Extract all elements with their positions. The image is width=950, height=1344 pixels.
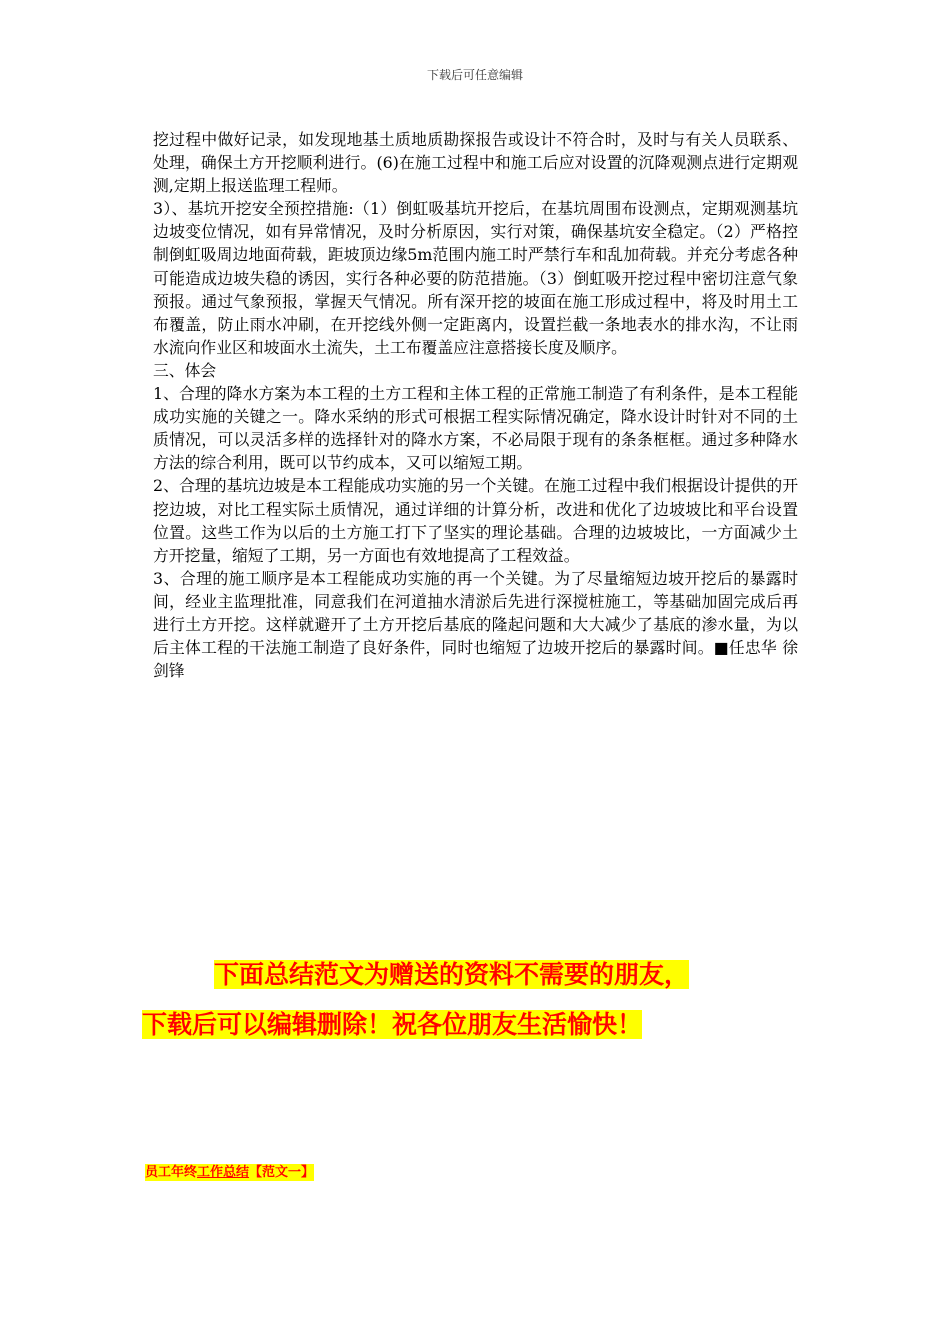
notice-line-2: 下载后可以编辑删除！祝各位朋友生活愉快！ [142, 1010, 643, 1039]
notice-line-1: 下面总结范文为赠送的资料不需要的朋友， [214, 960, 690, 989]
gift-notice [142, 950, 822, 1050]
sample-title-part-1: 员工年终 [145, 1165, 198, 1180]
sample-title-link[interactable]: 工作总结 [197, 1165, 250, 1180]
paragraph-4: 2、合理的基坑边坡是本工程能成功实施的另一个关键。在施工过程中我们根据设计提供的开挖边坡，对比工程实际土质情况，通过详细的计算分析，改进和优化了边坡坡比和平台设置位置。这些工作为以后的土方施工打下了坚实的理论基础。合理的边坡坡比，一方面减少土方开挖量，缩短了工期，另一方面也有效地提高了工程效益。 [153, 476, 798, 565]
page-header: 下载后可任意编辑 [426, 68, 523, 82]
paragraph-2: 3）、基坑开挖安全预控措施:（1）倒虹吸基坑开挖后，在基坑周围布设测点，定期观测基坑边坡变位情况，如有异常情况，及时分析原因，实行对策，确保基坑安全稳定。（2）严格控制倒虹吸周边地面荷载，距坡顶边缘5m范围内施工时严禁行车和乱加荷载。并充分考虑各种可能造成边坡失稳的诱因，实行各种必要的防范措施。（3）倒虹吸开挖过程中密切注意气象预报。通过气象预报，掌握天气情况。所有深开挖的坡面在施工形成过程中，将及时用土工布覆盖，防止雨水冲刷，在开挖线外侧一定距离内，设置拦截一条地表水的排水沟，不让雨水流向作业区和坡面水土流失，土工布覆盖应注意搭接长度及顺序。 [153, 199, 798, 357]
sample-title-part-3: 【范文一】 [249, 1165, 315, 1180]
notice-line-1-wrap [142, 950, 822, 1000]
sample-title [145, 1164, 314, 1181]
document-body [153, 128, 798, 682]
paragraph-5: 3、合理的施工顺序是本工程能成功实施的再一个关键。为了尽量缩短边坡开挖后的暴露时间，经业主监理批准，同意我们在河道抽水清淤后先进行深搅桩施工，等基础加固完成后再进行土方开挖。这样就避开了土方开挖后基底的隆起问题和大大减少了基底的渗水量，为以后主体工程的干法施工制造了良好条件，同时也缩短了边坡开挖后的暴露时间。■任忠华 徐剑锋 [153, 568, 798, 681]
section-heading: 三、体会 [153, 360, 217, 380]
paragraph-3: 1、合理的降水方案为本工程的土方工程和主体工程的正常施工制造了有利条件，是本工程能成功实施的关键之一。降水采纳的形式可根据工程实际情况确定，降水设计时针对不同的土质情况，可以灵活多样的选择针对的降水方案，不必局限于现有的条条框框。通过多种降水方法的综合利用，既可以节约成本，又可以缩短工期。 [153, 384, 798, 473]
paragraph-1: 挖过程中做好记录，如发现地基土质地质勘探报告或设计不符合时，及时与有关人员联系、处理，确保土方开挖顺利进行。(6)在施工过程中和施工后应对设置的沉降观测点进行定期观测,定期上报送监理工程师。 [153, 130, 798, 196]
